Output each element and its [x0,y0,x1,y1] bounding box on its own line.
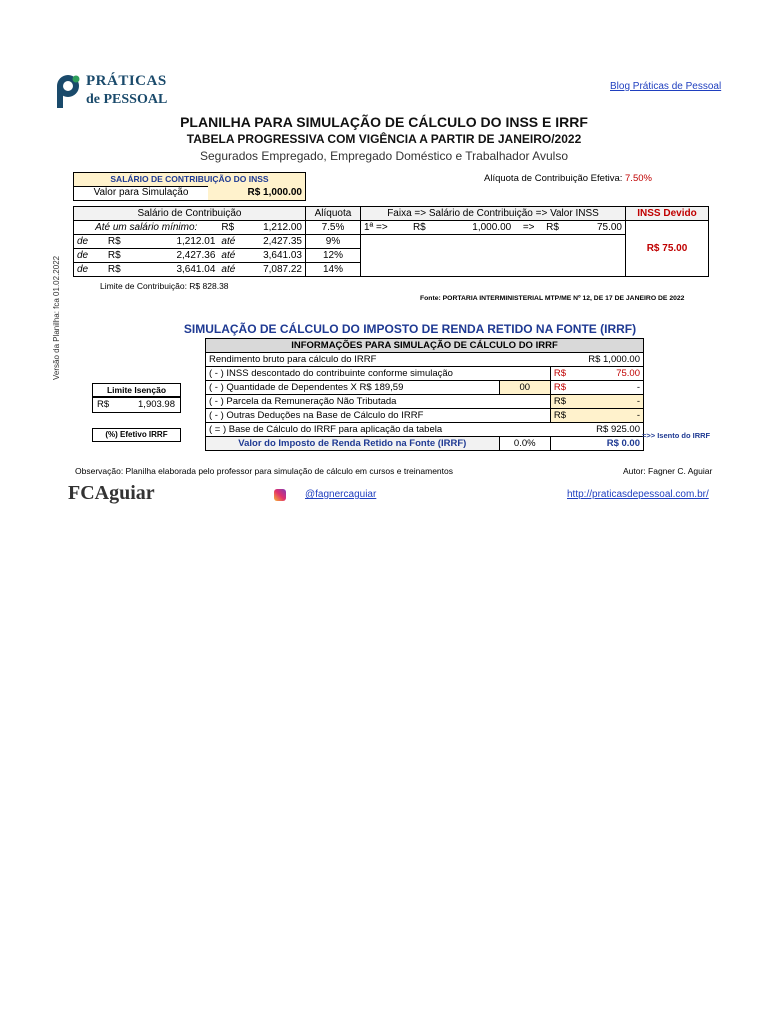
faixa-valor: 75.00 [574,221,626,235]
logo-text: PRÁTICAS [86,73,167,89]
row-rate: 12% [306,249,361,263]
limite-isencao-value: 1,903.98 [138,399,175,410]
faixa-cur2: R$ [543,221,574,235]
praticas-logo-icon [54,74,82,110]
row-prefix: de [74,263,105,277]
version-label: Versão da Planilha: fca 01.02.2022 [52,255,61,380]
dependentes-input[interactable]: 00 [499,381,550,395]
limite-isencao-box [92,397,181,413]
row-prefix: Até um salário mínimo: [74,221,219,235]
col-salario: Salário de Contribuição [74,207,306,221]
irrf-row-label: ( - ) Parcela da Remuneração Não Tributada [206,395,551,409]
observacao: Observação: Planilha elaborada pelo professor para simulação de cálculo em cursos e treinamentos [75,466,453,476]
irrf-table [205,338,644,451]
valor-simulacao-label: Valor para Simulação [74,186,209,200]
logo-subtext: de PESSOAL [86,92,168,107]
irrf-row-value: - [583,381,644,395]
row-to: 3,641.03 [245,249,306,263]
table-row [206,437,644,451]
row-to: 7,087.22 [245,263,306,277]
site-link[interactable]: http://praticasdepessoal.com.br/ [567,489,709,500]
table-row [206,395,644,409]
salario-row [73,186,306,201]
row-from: 1,212.01 [138,235,218,249]
aliquota-efetiva-value: 7.50% [625,173,652,184]
aliquota-efetiva-label: Alíquota de Contribuição Efetiva: [484,173,623,184]
autor: Autor: Fagner C. Aguiar [623,466,713,476]
irrf-row-label: Rendimento bruto para cálculo do IRRF [206,353,551,367]
efetivo-irrf-label: (%) Efetivo IRRF [92,428,181,442]
limite-contribuicao: Limite de Contribuição: R$ 828.38 [100,281,229,291]
irrf-row-value: R$ 925.00 [550,423,643,437]
row-prefix: de [74,235,105,249]
instagram-icon[interactable] [274,489,286,501]
irrf-row-value: 75.00 [583,367,644,381]
salario-header: SALÁRIO DE CONTRIBUIÇÃO DO INSS [73,172,306,187]
faixa-salario: 1,000.00 [441,221,515,235]
row-currency: R$ [105,235,138,249]
faixa-label: 1ª => [361,221,410,235]
row-currency: R$ [105,263,138,277]
irrf-row-currency: R$ [550,367,583,381]
limite-isencao-label: Limite Isenção [92,383,181,397]
irrf-row-value: R$ 1,000.00 [550,353,643,367]
fonte-note: Fonte: PORTARIA INTERMINISTERIAL MTP/ME Nº 12, DE 17 DE JANEIRO DE 2022 [420,295,685,302]
table-row [206,423,644,437]
row-to: 1,212.00 [245,221,306,235]
irrf-row-label: ( - ) INSS descontado do contribuinte conforme simulação [206,367,551,381]
irrf-row-label: ( = ) Base de Cálculo do IRRF para aplicação da tabela [206,423,551,437]
irrf-row-currency: R$ [550,395,583,409]
outras-deducoes-input[interactable]: - [583,409,644,423]
row-to: 2,427.35 [245,235,306,249]
row-currency: R$ [105,249,138,263]
page-subtitle-2: Segurados Empregado, Empregado Doméstico e Trabalhador Avulso [200,149,568,163]
irrf-total-pct: 0.0% [499,437,550,451]
inss-table [73,206,709,277]
page-subtitle: TABELA PROGRESSIVA COM VIGÊNCIA A PARTIR DE JANEIRO/2022 [186,132,582,146]
col-faixa: Faixa => Salário de Contribuição => Valor INSS [361,207,626,221]
row-from: 3,641.04 [138,263,218,277]
col-inss-devido: INSS Devido [626,207,709,221]
row-currency: R$ [218,221,245,235]
irrf-title: SIMULAÇÃO DE CÁLCULO DO IMPOSTO DE RENDA RETIDO NA FONTE (IRRF) [183,322,637,336]
row-rate: 14% [306,263,361,277]
isento-note: =>> Isento do IRRF [642,431,711,440]
irrf-table-header: INFORMAÇÕES PARA SIMULAÇÃO DE CÁLCULO DO IRRF [206,339,644,353]
row-rate: 9% [306,235,361,249]
row-ate: até [218,235,245,249]
irrf-row-label: ( - ) Quantidade de Dependentes X R$ 189,59 [206,381,500,395]
parcela-nao-tributada-input[interactable]: - [583,395,644,409]
row-from: 2,427.36 [138,249,218,263]
col-aliquota: Alíquota [306,207,361,221]
irrf-row-currency: R$ [550,409,583,423]
limite-isencao-currency: R$ [97,399,110,410]
inss-devido-value: R$ 75.00 [626,221,709,277]
irrf-row-currency: R$ [550,381,583,395]
irrf-total-label: Valor do Imposto de Renda Retido na Fonte (IRRF) [206,437,500,451]
table-row [206,409,644,423]
table-row [74,235,709,249]
table-row [206,353,644,367]
instagram-link[interactable]: @fagnercaguiar [305,489,377,500]
row-ate: até [218,249,245,263]
blog-link[interactable]: Blog Práticas de Pessoal [610,81,722,92]
irrf-row-label: ( - ) Outras Deduções na Base de Cálculo do IRRF [206,409,551,423]
row-rate: 7.5% [306,221,361,235]
faixa-cur1: R$ [410,221,441,235]
table-row [74,221,709,235]
aliquota-efetiva [484,173,652,184]
valor-simulacao-input[interactable]: R$ 1,000.00 [208,186,305,200]
table-row [206,381,644,395]
fca-logo: FCAguiar [68,482,155,504]
faixa-arrow: => [514,221,543,235]
faixa-empty [361,235,626,277]
row-ate: até [218,263,245,277]
page-title: PLANILHA PARA SIMULAÇÃO DE CÁLCULO DO INSS E IRRF [180,114,588,130]
row-prefix: de [74,249,105,263]
irrf-total-value: R$ 0.00 [550,437,643,451]
table-row [206,367,644,381]
